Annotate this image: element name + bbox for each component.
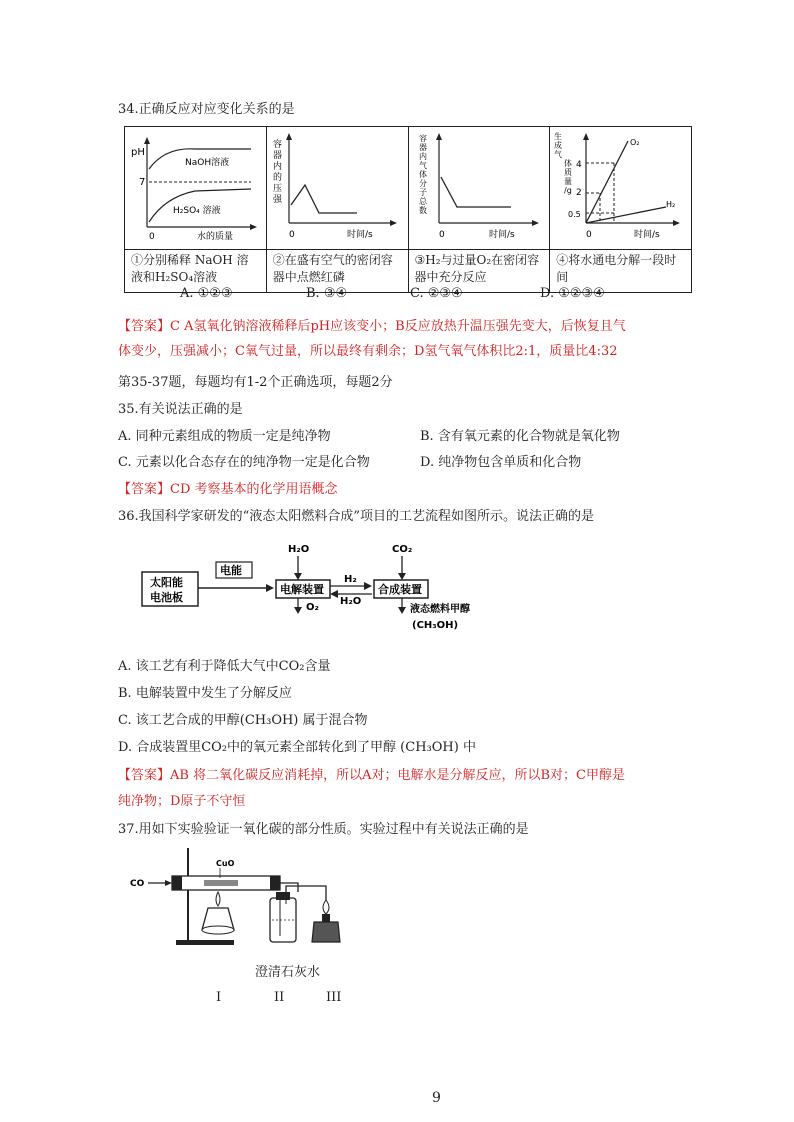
limewater-label: 澄清石灰水	[255, 965, 321, 980]
q36-process-diagram	[140, 538, 480, 638]
g4-tick-05: 0.5	[568, 210, 581, 219]
q36-stem: 36.我国科学家研发的“液态太阳燃料合成”项目的工艺流程如图所示。说法正确的是	[118, 509, 594, 524]
solar-panel-line2: 电池板	[150, 591, 183, 604]
q34-option-d: D. ①②③④	[540, 286, 605, 301]
q34-option-b: B. ③④	[306, 286, 348, 301]
cuo-label: CuO	[216, 859, 235, 868]
g1-xlabel: 水的质量	[197, 232, 234, 242]
page-number: 9	[432, 1090, 441, 1106]
q34-graph-4	[550, 127, 692, 250]
h2o-return: H₂O	[340, 596, 362, 607]
q35-option-a: A. 同种元素组成的物质一定是纯净物	[118, 429, 331, 444]
q34-stem: 34.正确反应对应变化关系的是	[118, 102, 295, 117]
q35-option-b: B. 含有氧元素的化合物就是氧化物	[420, 429, 620, 444]
o2-output: O₂	[306, 602, 319, 613]
g4-xlabel: 时间/s	[634, 230, 660, 240]
q34-option-a: A. ①②③	[180, 286, 233, 301]
q34-caption-1: ①分别稀释 NaOH 溶液和H₂SO₄溶液	[125, 250, 267, 293]
q36-option-b: B. 电解装置中发生了分解反应	[118, 686, 292, 701]
q35-answer: 【答案】CD 考察基本的化学用语概念	[118, 482, 338, 497]
g4-ylabel: 生成气体质量/g	[554, 132, 573, 195]
q34-caption-3: ③H₂与过量O₂在密闭容器中充分反应	[408, 250, 550, 293]
q34-answer-line2: 体变少，压强减小；C氧气过量，所以最终有剩余；D氢气氧气体积比2:1，质量比4:32	[118, 344, 618, 359]
q35-option-d: D. 纯净物包含单质和化合物	[420, 455, 582, 470]
q34-graph-1	[125, 127, 267, 250]
q36-option-a: A. 该工艺有利于降低大气中CO₂含量	[118, 659, 331, 674]
co-label: CO	[130, 879, 145, 889]
electrolysis-box: 电解装置	[280, 583, 324, 596]
g2-ylabel: 容器内的压强	[272, 140, 282, 205]
product-formula: (CH₃OH)	[412, 620, 459, 631]
g1-curve-top: NaOH溶液	[185, 158, 230, 168]
q36-option-c: C. 该工艺合成的甲醇(CH₃OH) 属于混合物	[118, 713, 368, 728]
answer-tag: 【答案】	[118, 319, 171, 334]
g2-origin: 0	[288, 230, 295, 240]
q37-apparatus	[130, 842, 360, 952]
answer-tag: 【答案】	[118, 482, 171, 497]
h2-flow: H₂	[344, 574, 357, 585]
q35-stem: 35.有关说法正确的是	[118, 402, 243, 417]
g1-ylabel: pH	[131, 147, 145, 158]
g4-tick-4: 4	[576, 160, 582, 170]
product-label: 液态燃料甲醇	[410, 604, 470, 615]
label-iii: III	[326, 990, 342, 1005]
q34-option-c: C. ②③④	[410, 286, 463, 301]
q34-answer-line1: 【答案】C A氢氧化钠溶液稀释后pH应该变小；B反应放热升温压强先变大，后恢复且气	[118, 319, 626, 334]
q34-graph-2	[266, 127, 408, 250]
q34-caption-2: ②在盛有空气的密闭容器中点燃红磷	[266, 250, 408, 293]
g3-ylabel: 容器内气体分子总数	[418, 134, 427, 215]
label-i: I	[216, 990, 222, 1005]
label-ii: II	[274, 990, 285, 1005]
g3-xlabel: 时间/s	[488, 230, 515, 240]
q37-stem: 37.用如下实验验证一氧化碳的部分性质。实验过程中有关说法正确的是	[118, 822, 529, 837]
q36-option-d: D. 合成装置里CO₂中的氧元素全部转化到了甲醇 (CH₃OH) 中	[118, 740, 476, 755]
q35-option-c: C. 元素以化合态存在的纯净物一定是化合物	[118, 455, 370, 470]
q34-caption-4: ④将水通电分解一段时间	[550, 250, 692, 293]
q34-graph-table	[124, 126, 692, 293]
synthesis-box: 合成装置	[378, 583, 422, 596]
answer-tag: 【答案】	[118, 768, 171, 783]
solar-panel-line1: 太阳能	[150, 576, 183, 589]
electricity-label: 电能	[220, 564, 242, 577]
section-note: 第35-37题，每题均有1-2个正确选项，每题2分	[118, 375, 393, 390]
g1-curve-bottom: H₂SO₄ 溶液	[173, 206, 221, 216]
q34-graph-3	[408, 127, 550, 250]
h2o-input: H₂O	[288, 544, 310, 555]
g3-origin: 0	[438, 230, 445, 240]
co2-input: CO₂	[392, 544, 413, 555]
g4-tick-2: 2	[576, 188, 582, 198]
g2-xlabel: 时间/s	[346, 230, 373, 240]
g4-origin: 0	[586, 230, 592, 240]
g1-level: 7	[139, 177, 146, 188]
q36-answer-line1: 【答案】AB 将二氧化碳反应消耗掉，所以A对；电解水是分解反应，所以B对；C甲醇是	[118, 768, 625, 783]
q36-answer-line2: 纯净物；D原子不守恒	[118, 794, 246, 809]
g4-line-bottom: H₂	[666, 200, 676, 209]
g4-line-top: O₂	[630, 138, 640, 147]
g1-origin: 0	[149, 232, 155, 242]
